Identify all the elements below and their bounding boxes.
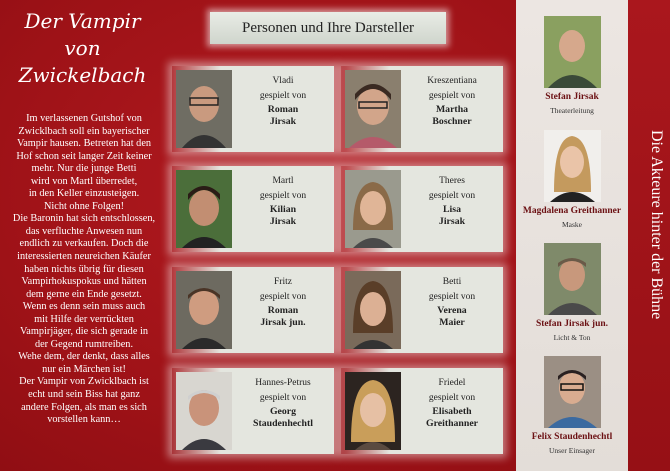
play-title-line-1: Der Vampir	[24, 9, 141, 33]
actor-photo	[176, 372, 232, 450]
crew-name: Felix Staudenhechtl	[531, 432, 613, 442]
role-name: Kreszentiana	[427, 76, 477, 86]
synopsis-line: haben nichts übrig für diesen	[24, 263, 144, 275]
cast-card	[341, 368, 503, 454]
cast-card	[341, 166, 503, 252]
actor-photo	[176, 271, 232, 349]
crew-photo	[544, 243, 601, 315]
actor-photo	[176, 70, 232, 148]
played-by-label: gespielt von	[428, 191, 476, 201]
crew-member	[516, 130, 628, 229]
synopsis-line: interessierten neureichen Käufer	[17, 251, 151, 263]
crew-name: Stefan Jirsak	[545, 92, 599, 102]
synopsis-line: das verfluchte Anwesen nun	[25, 225, 143, 237]
actor-name: Staudenhechtl	[253, 418, 313, 429]
crew-function: Unser Einsager	[548, 446, 596, 455]
synopsis-line: wird von Martl überredet,	[30, 175, 138, 187]
role-name: Martl	[272, 176, 294, 186]
crew-member	[516, 16, 628, 115]
synopsis-line: Im verlassenen Gutshof von	[26, 113, 142, 124]
actor-name: Verena	[437, 305, 467, 316]
cast-card	[172, 368, 334, 454]
played-by-label: gespielt von	[428, 91, 476, 101]
actor-name: Georg	[269, 406, 297, 417]
actor-name: Jirsak	[269, 216, 297, 227]
cast-card	[172, 66, 334, 152]
synopsis-line: Wenn es denn sein muss auch	[22, 301, 146, 313]
played-by-label: gespielt von	[428, 292, 476, 302]
synopsis-line: andere Folgen, als man es sich	[21, 401, 147, 413]
cast-header	[210, 12, 446, 44]
crew-photo	[544, 130, 601, 202]
actor-name: Roman	[267, 104, 299, 115]
synopsis-line: dem gerne ein Ende gesetzt.	[26, 288, 142, 300]
actor-photo	[345, 372, 401, 450]
actor-photo	[345, 70, 401, 148]
synopsis-line: Vampir hausen. Betreten hat den	[16, 138, 152, 150]
actor-photo	[345, 170, 401, 248]
actor-photo	[176, 170, 232, 248]
actor-name: Elisabeth	[432, 406, 472, 417]
synopsis-line: Vampirjäger, die sich gerade in	[20, 326, 148, 338]
actor-name: Jirsak	[438, 216, 466, 227]
synopsis-line: Hof schon seit langer Zeit keiner	[16, 150, 152, 162]
actor-name: Greithanner	[425, 418, 479, 429]
synopsis-line: mehr. Nur die junge Betti	[31, 163, 137, 175]
synopsis-line: Nicht ohne Folgen!	[43, 200, 125, 212]
role-name: Vladi	[272, 76, 294, 86]
synopsis-line: Die Baronin hat sich entschlossen,	[12, 213, 156, 225]
role-name: Theres	[439, 176, 465, 186]
crew-name: Stefan Jirsak jun.	[535, 319, 609, 329]
cast-card	[341, 66, 503, 152]
role-name: Fritz	[274, 277, 292, 287]
crew-photo	[544, 16, 601, 88]
synopsis-line: Der Vampir von Zwicklbach ist	[19, 376, 149, 388]
played-by-label: gespielt von	[259, 292, 307, 302]
synopsis-line: echt und sein Biss hat ganz	[28, 389, 140, 401]
crew-member	[516, 356, 628, 455]
synopsis-line: Wehe dem, der denkt, dass alles	[18, 351, 150, 363]
role-name: Friedel	[438, 378, 466, 388]
cast-card	[172, 166, 334, 252]
crew-function: Maske	[562, 220, 582, 229]
synopsis-line: nur ein Märchen ist!	[42, 363, 126, 375]
role-name: Betti	[442, 277, 462, 287]
played-by-label: gespielt von	[259, 91, 307, 101]
crew-member	[516, 243, 628, 342]
synopsis	[8, 113, 160, 427]
actor-photo	[345, 271, 401, 349]
cast-card	[341, 267, 503, 353]
synopsis-line: mit Hilfe der verrückten	[34, 313, 134, 325]
synopsis-line: endlich zu verkaufen. Doch die	[19, 238, 149, 250]
actor-name: Maier	[439, 317, 465, 328]
play-title-line-2: von	[64, 36, 101, 60]
actor-name: Martha	[435, 104, 469, 115]
played-by-label: gespielt von	[428, 393, 476, 403]
cast-header-title: Personen und Ihre Darsteller	[241, 19, 415, 36]
crew-function: Licht & Ton	[553, 333, 591, 342]
synopsis-line: vorstellen kann…	[47, 414, 121, 426]
crew-photo	[544, 356, 601, 428]
actor-name: Boschner	[432, 116, 472, 127]
played-by-label: gespielt von	[259, 393, 307, 403]
play-title-line-3: Zwickelbach	[18, 63, 147, 87]
actor-name: Kilian	[269, 204, 297, 215]
actor-name: Roman	[267, 305, 299, 316]
play-title	[0, 8, 165, 89]
actor-name: Lisa	[443, 204, 461, 215]
crew-function: Theaterleitung	[550, 106, 594, 115]
role-name: Hannes-Petrus	[255, 378, 311, 388]
synopsis-line: der Gegend rumtreiben.	[34, 338, 134, 350]
actor-name: Jirsak	[269, 116, 297, 127]
actor-name: Jirsak jun.	[260, 317, 306, 328]
synopsis-line: Zwicklbach soll ein bayerischer	[18, 125, 150, 137]
cast-card	[172, 267, 334, 353]
crew-vertical-title: Die Akteure hinter der Bühne	[648, 130, 665, 320]
played-by-label: gespielt von	[259, 191, 307, 201]
synopsis-line: in den Keller einzusteigen.	[28, 188, 140, 200]
synopsis-line: Vampirhokuspokus und hätten	[21, 276, 147, 288]
crew-name: Magdalena Greithanner	[522, 206, 622, 216]
